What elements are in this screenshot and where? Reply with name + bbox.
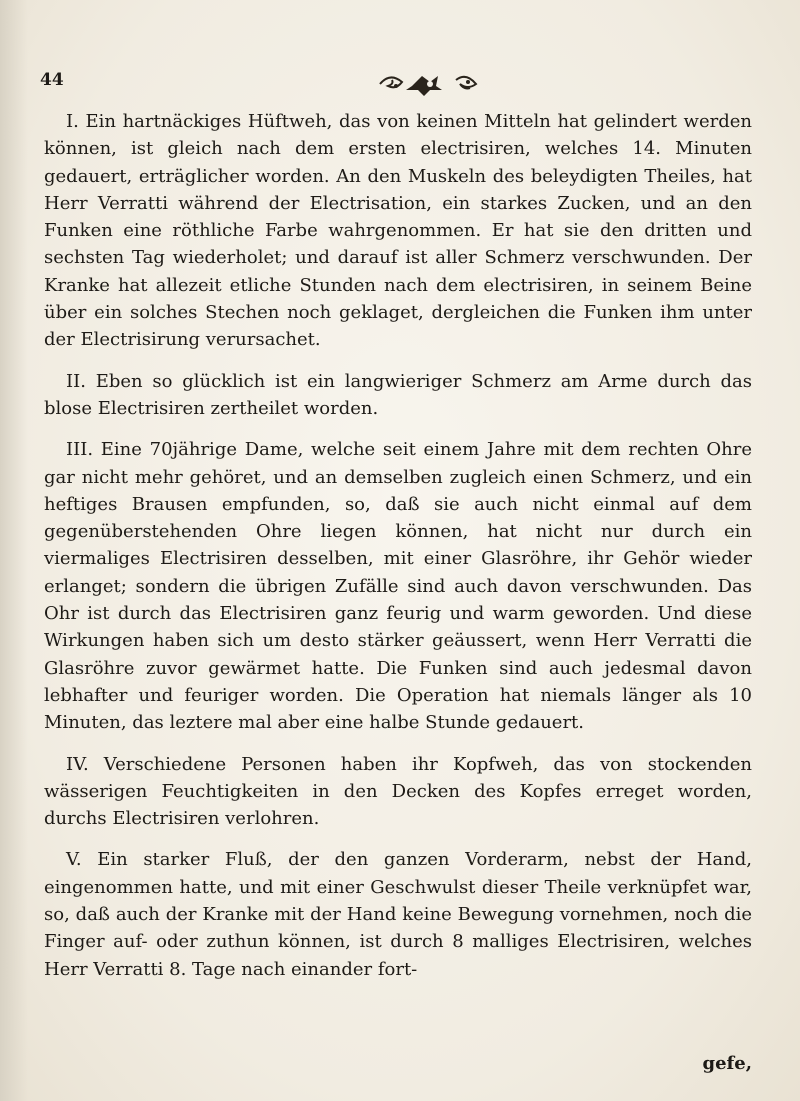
header-ornament-icon: [360, 68, 500, 96]
paragraph-3: III. Eine 70jährige Dame, welche seit einem Jahre mit dem rechten Ohre gar nicht mehr gehöret, und an demselben zugleich einen Schmerz, und ein heftiges Brausen empfunden, so, daß sie auch nicht einmal auf dem gegenüberstehenden Ohre liegen können, hat nicht nur durch ein viermaliges Electrisiren desselben, mit einer Glasröhre, ihr Gehör wieder erlanget; sondern die übrigen Zufälle sind auch davon verschwunden. Das Ohr ist durch das Electrisiren ganz feurig und warm geworden. Und diese Wirkungen haben sich um desto stärker geäussert, wenn Herr Verratti die Glasröhre zuvor gewärmet hatte. Die Funken sind auch jedesmal davon lebhafter und feuriger worden. Die Operation hat niemals länger als 10 Minuten, das leztere mal aber eine halbe Stunde gedauert.: [44, 439, 752, 734]
catchword: gefe,: [702, 1053, 752, 1074]
page-body: [44, 108, 752, 983]
page-number: 44: [40, 70, 64, 90]
page-header: [40, 68, 760, 98]
paragraph-4: IV. Verschiedene Personen haben ihr Kopfweh, das von stockenden wässerigen Feuchtigkeiten in den Decken des Kopfes erreget worden, durchs Electrisiren verlohren.: [44, 753, 752, 830]
binding-shadow: [0, 0, 28, 1101]
paragraph-2: II. Eben so glücklich ist ein langwieriger Schmerz am Arme durch das blose Electrisiren zertheilet worden.: [44, 370, 752, 419]
paragraph-1: I. Ein hartnäckiges Hüftweh, das von keinen Mitteln hat gelindert werden können, ist gleich nach dem ersten electrisiren, welches 14. Minuten gedauert, erträglicher worden. An den Muskeln des beleydigten Theiles, hat Herr Verratti während der Electrisation, ein starkes Zucken, und an den Funken eine röthliche Farbe wahrgenommen. Er hat sie den dritten und sechsten Tag wiederholet; und darauf ist aller Schmerz verschwunden. Der Kranke hat allezeit etliche Stunden nach dem electrisiren, in seinem Beine über ein solches Stechen noch geklaget, dergleichen die Funken ihm unter der Electrisirung verursachet.: [44, 111, 752, 351]
paragraph-5: V. Ein starker Fluß, der den ganzen Vorderarm, nebst der Hand, eingenommen hatte, und mit einer Geschwulst dieser Theile verknüpfet war, so, daß auch der Kranke mit der Hand keine Bewegung vornehmen, noch die Finger auf- oder zuthun können, ist durch 8 malliges Electrisiren, welches Herr Verratti 8. Tage nach einander fort-: [44, 849, 752, 980]
